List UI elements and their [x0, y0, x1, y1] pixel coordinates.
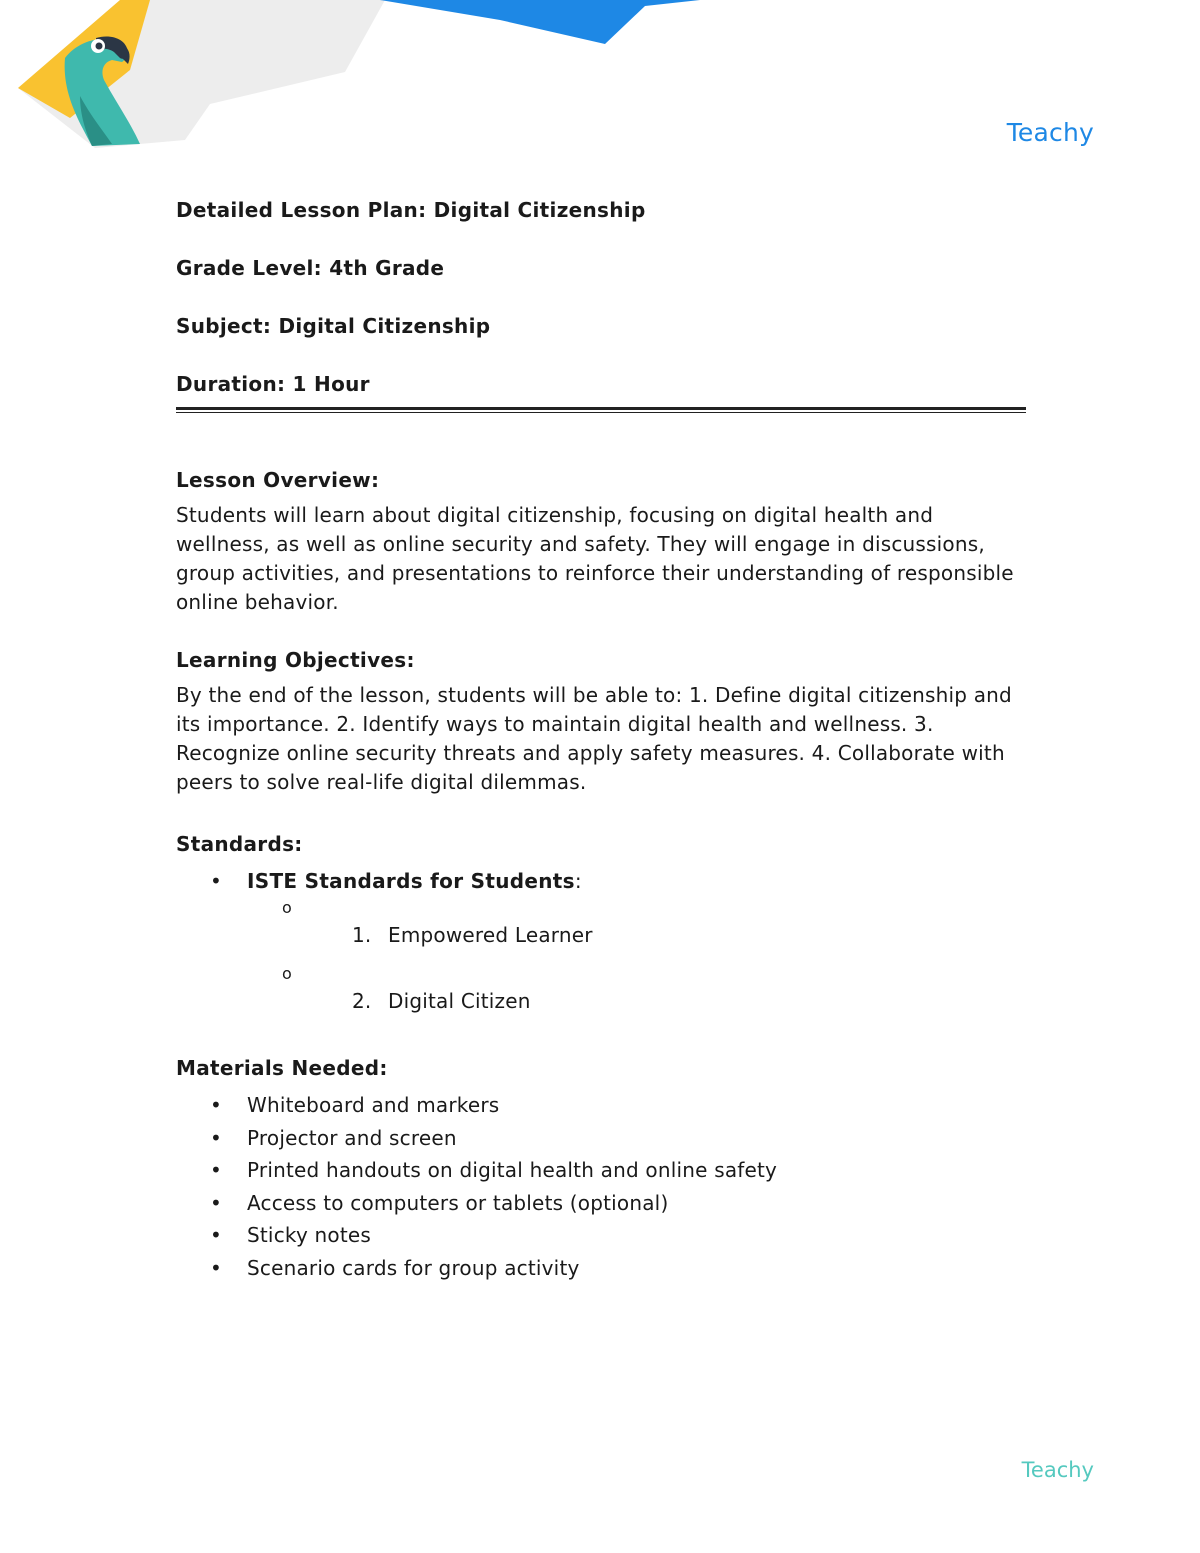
teachy-logo-bottom[interactable]: Teachy — [1021, 1458, 1094, 1482]
standards-group — [176, 865, 1026, 897]
bullet-icon: • — [210, 1190, 222, 1215]
bullet-icon: • — [210, 869, 222, 893]
materials-heading: Materials Needed: — [176, 1056, 388, 1080]
objectives-text: By the end of the lesson, students will be able to: 1. Define digital citizenship and its importance. 2. Identify ways to maintain digital health and wellness. 3. Recognize online security threats and apply safety measures. 4. Collaborate with peers to solve real-life digital dilemmas. — [176, 683, 1012, 794]
list-item: • Printed handouts on digital health and online safety — [176, 1154, 1026, 1187]
bullet-icon: • — [210, 1223, 222, 1247]
overview-heading: Lesson Overview: — [176, 468, 380, 492]
document-title: Detailed Lesson Plan: Digital Citizenship — [176, 198, 646, 222]
list-item: • Whiteboard and markers — [176, 1089, 1026, 1122]
bullet-icon: • — [210, 1158, 222, 1182]
objectives-heading: Learning Objectives: — [176, 648, 415, 672]
lesson-plan-content — [176, 195, 1026, 1284]
list-item: • Projector and screen — [176, 1122, 1026, 1155]
bullet-icon: • — [210, 1255, 222, 1280]
header-artwork — [0, 0, 720, 150]
standard-number: 1. — [352, 923, 372, 947]
standards-group-suffix: : — [574, 869, 582, 893]
grade-level: Grade Level: 4th Grade — [176, 256, 445, 280]
subject: Subject: Digital Citizenship — [176, 314, 491, 338]
header-divider — [176, 407, 1026, 413]
standard-item — [176, 963, 1026, 1029]
materials-list — [176, 1089, 1026, 1284]
standard-item — [176, 897, 1026, 963]
standard-label: Empowered Learner — [388, 923, 593, 947]
list-item: • Sticky notes — [176, 1219, 1026, 1252]
circle-bullet-icon: o — [282, 898, 292, 917]
bullet-icon: • — [210, 1093, 222, 1117]
standard-number: 2. — [352, 989, 372, 1013]
list-item: • Access to computers or tablets (optional) — [176, 1187, 1026, 1220]
standards-group-label: ISTE Standards for Students — [247, 869, 575, 893]
overview-text: Students will learn about digital citizenship, focusing on digital health and wellness, as well as online security and safety. They will engage in discussions, group activities, and presentations to reinforce their understanding of responsible online behavior. — [176, 503, 1014, 614]
standard-label: Digital Citizen — [388, 989, 531, 1013]
duration: Duration: 1 Hour — [176, 372, 370, 396]
teachy-logo-top[interactable]: Teachy — [1006, 118, 1094, 147]
circle-bullet-icon: o — [282, 964, 292, 983]
bullet-icon: • — [210, 1125, 222, 1150]
standards-section — [176, 829, 1026, 1029]
blue-shape — [380, 0, 700, 44]
standards-heading: Standards: — [176, 832, 303, 856]
list-item: • Scenario cards for group activity — [176, 1252, 1026, 1285]
